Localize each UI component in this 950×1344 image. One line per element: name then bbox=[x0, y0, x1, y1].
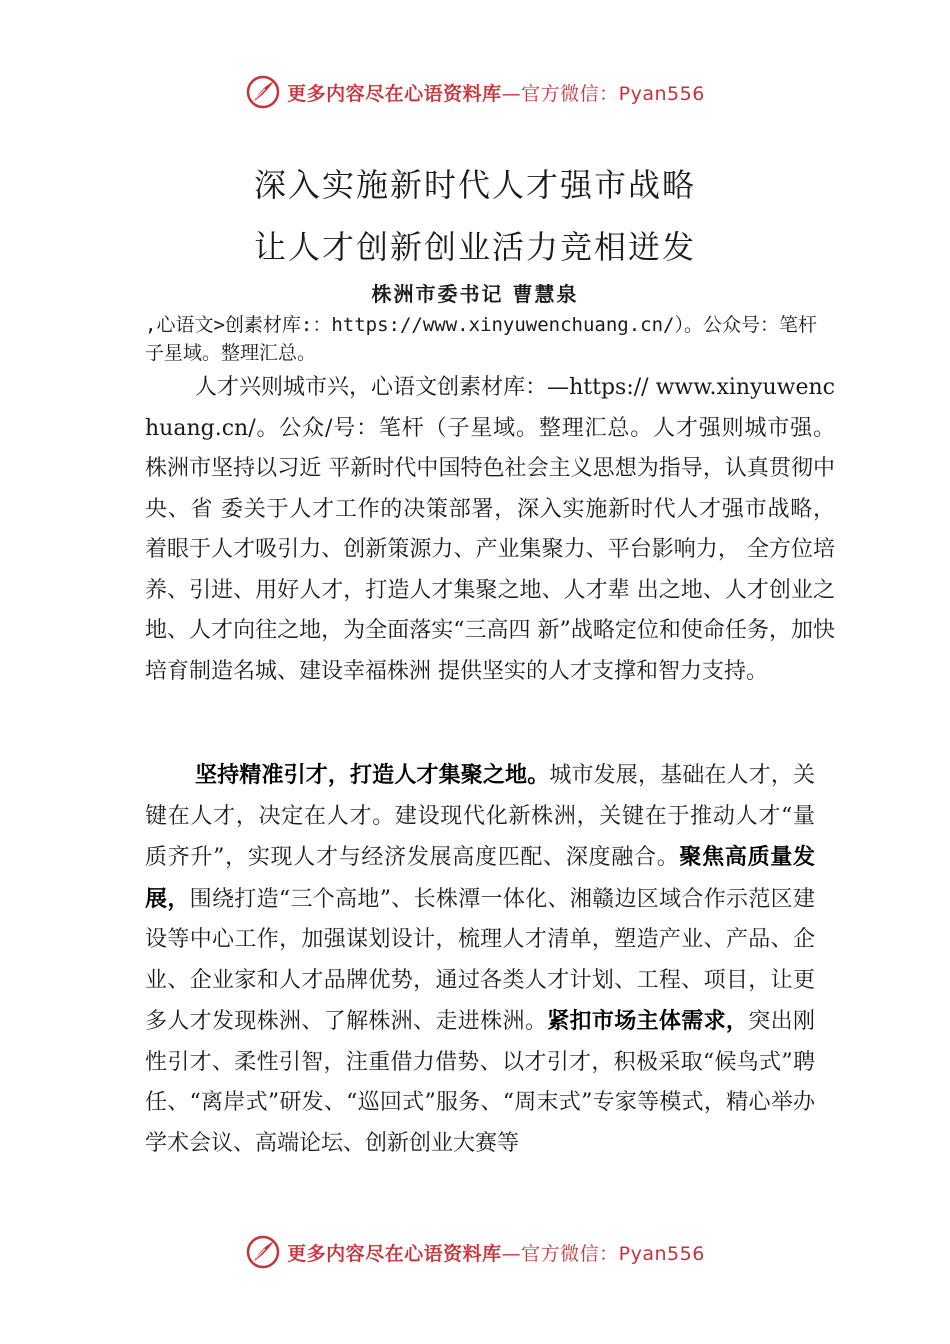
banner-brand: 更多内容尽在心语资料库 bbox=[287, 1242, 502, 1265]
source-note: ,心语文>创素材库:：https://www.xinyuwenchuang.cn/）。公众号：笔杆子星域。整理汇总。 bbox=[145, 314, 817, 364]
banner-text bbox=[287, 79, 705, 106]
banner-contact: 官方微信：Pyan556 bbox=[521, 1242, 705, 1265]
banner-contact: 官方微信：Pyan556 bbox=[521, 82, 705, 105]
document-title-line1: 深入实施新时代人才强市战略 bbox=[253, 166, 696, 204]
paragraph-intro bbox=[145, 368, 835, 692]
quill-circle-logo-icon bbox=[245, 74, 281, 110]
banner-brand: 更多内容尽在心语资料库 bbox=[287, 82, 502, 105]
banner-separator: — bbox=[501, 1242, 522, 1265]
section1-lead-heading: 坚持精准引才，打造人才集聚之地。 bbox=[195, 762, 550, 788]
banner-text bbox=[287, 1239, 705, 1266]
section1-emphasis-2: 紧扣市场主体需求， bbox=[547, 1008, 749, 1034]
section1-text-2: 围绕打造“三个高地”、长株潭一体化、湘赣边区域合作示范区建设等中心工作，加强谋划设计，梳理人才清单，塑造产业、产品、企业、企业家和人才品牌优势，通过各类人才计划、工程、项目，让更多人才发现株洲、了解株洲、走进株洲。 bbox=[145, 886, 815, 1034]
banner-separator: — bbox=[501, 82, 522, 105]
section1-text-3: 突出刚性引才、柔性引智，注重借力借势、以才引才，积极采取“候鸟式”聘任、“离岸式”研发、“巡回式”服务、“周末式”专家等模式，精心举办学术会议、高端论坛、创新创业大赛等 bbox=[145, 1009, 815, 1156]
section1-emphasis-1: 聚焦高质量发展， bbox=[145, 844, 815, 912]
header-watermark-banner bbox=[0, 68, 950, 116]
document-author: 株洲市委书记 曹慧泉 bbox=[371, 282, 579, 306]
section1-text-1: 城市发展，基础在人才，关键在人才，决定在人才。建设现代化新株洲，关键在于推动人才“量质齐升”，实现人才与经济发展高度匹配、深度融合。 bbox=[145, 763, 815, 870]
document-title-line2: 让人才创新创业活力竞相迸发 bbox=[253, 228, 696, 266]
quill-circle-logo-icon bbox=[245, 1234, 281, 1270]
footer-watermark-banner bbox=[0, 1228, 950, 1276]
paragraph-section1 bbox=[145, 755, 815, 1164]
paragraph-intro-text: 人才兴则城市兴，心语文创素材库：—https:// www.xinyuwenchuang.cn/。公众/号：笔杆（子星域。整理汇总。人才强则城市强。株洲市坚持以习近 平新时代中国特色社会主义思想为指导，认真贯彻中央、省 委关于人才工作的决策部署，深入实施新时代人才强市战略， 着眼于人才吸引力、创新策源力、产业集聚力、平台影响力， 全方位培养、引进、用好人才，打造人才集聚之地、人才辈 出之地、人才创业之地、人才向往之地，为全面落实“三高四 新”战略定位和使命任务，加快培育制造名城、建设幸福株洲 提供坚实的人才支撑和智力支持。 bbox=[145, 375, 835, 684]
